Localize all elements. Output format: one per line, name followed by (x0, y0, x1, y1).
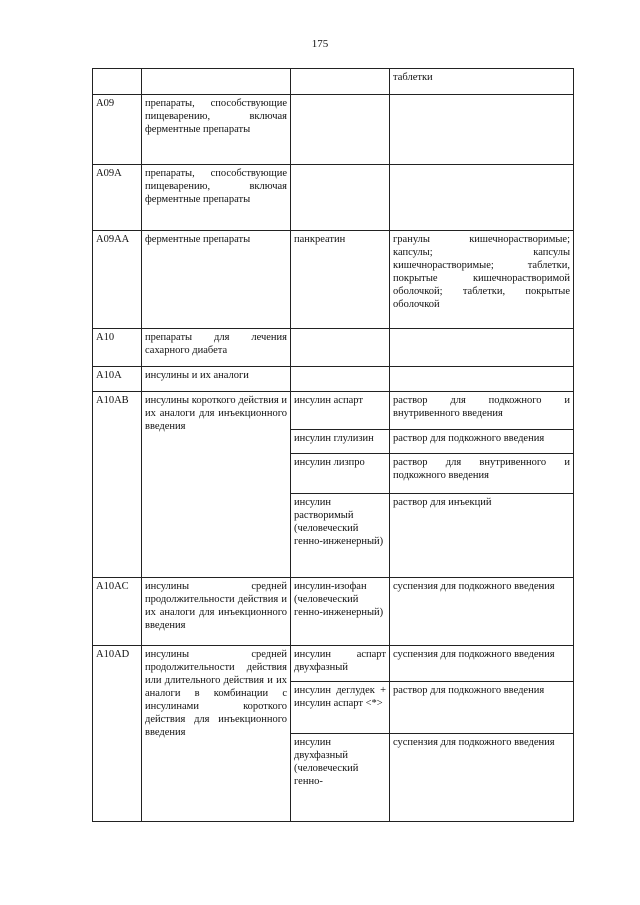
drug-name-cell: инсулин аспарт двухфазный (291, 646, 390, 682)
dosage-form-cell: суспензия для подкожного введения (390, 734, 574, 822)
dosage-form-cell: гранулы кишечнорастворимые; капсулы; капсулы кишечнорастворимые; таблетки, покрытые кишечнорастворимой оболочкой; таблетки, покрытые оболочкой (390, 231, 574, 329)
table-row (93, 95, 574, 165)
atc-code-cell: A10A (93, 367, 142, 392)
atc-code-cell: A09A (93, 165, 142, 231)
drug-classification-table (92, 68, 574, 822)
atc-code-cell (93, 69, 142, 95)
table-row (93, 165, 574, 231)
pharm-group-cell: инсулины средней продолжительности действия и их аналоги для инъекционного введения (142, 578, 291, 646)
pharm-group-cell: ферментные препараты (142, 231, 291, 329)
table-row (93, 69, 574, 95)
dosage-form-cell: таблетки (390, 69, 574, 95)
dosage-form-cell (390, 95, 574, 165)
table-row (93, 646, 574, 682)
dosage-form-cell: раствор для подкожного введения (390, 430, 574, 454)
pharm-group-cell: препараты, способствующие пищеварению, включая ферментные препараты (142, 95, 291, 165)
atc-code-cell: A10AD (93, 646, 142, 822)
atc-code-cell: A10 (93, 329, 142, 367)
dosage-form-cell: суспензия для подкожного введения (390, 578, 574, 646)
table-row (93, 329, 574, 367)
drug-name-cell: инсулин растворимый (человеческий генно-инженерный) (291, 494, 390, 578)
pharm-group-cell (142, 69, 291, 95)
drug-name-cell: инсулин двухфазный (человеческий генно- (291, 734, 390, 822)
pharm-group-cell: инсулины и их аналоги (142, 367, 291, 392)
pharm-group-cell: препараты для лечения сахарного диабета (142, 329, 291, 367)
dosage-form-cell (390, 165, 574, 231)
drug-name-cell (291, 367, 390, 392)
dosage-form-cell: раствор для внутривенного и подкожного введения (390, 454, 574, 494)
atc-code-cell: A10AB (93, 392, 142, 578)
table-row (93, 392, 574, 430)
drug-name-cell (291, 165, 390, 231)
dosage-form-cell: раствор для инъекций (390, 494, 574, 578)
dosage-form-cell: раствор для подкожного и внутривенного введения (390, 392, 574, 430)
dosage-form-cell (390, 329, 574, 367)
dosage-form-cell: суспензия для подкожного введения (390, 646, 574, 682)
pharm-group-cell: инсулины средней продолжительности действия или длительного действия и их аналоги в комбинации с инсулинами короткого действия для инъекционного введения (142, 646, 291, 822)
dosage-form-cell: раствор для подкожного введения (390, 682, 574, 734)
atc-code-cell: A09AA (93, 231, 142, 329)
pharm-group-cell: инсулины короткого действия и их аналоги для инъекционного введения (142, 392, 291, 578)
drug-name-cell: инсулин глулизин (291, 430, 390, 454)
table-row (93, 231, 574, 329)
drug-name-cell: инсулин-изофан (человеческий генно-инженерный) (291, 578, 390, 646)
page-number: 175 (311, 38, 329, 50)
atc-code-cell: A09 (93, 95, 142, 165)
table-row (93, 367, 574, 392)
drug-name-cell: панкреатин (291, 231, 390, 329)
drug-name-cell (291, 95, 390, 165)
dosage-form-cell (390, 367, 574, 392)
drug-name-cell: инсулин лизпро (291, 454, 390, 494)
drug-name-cell (291, 69, 390, 95)
drug-name-cell (291, 329, 390, 367)
drug-name-cell: инсулин деглудек + инсулин аспарт <*> (291, 682, 390, 734)
table-row (93, 578, 574, 646)
pharm-group-cell: препараты, способствующие пищеварению, включая ферментные препараты (142, 165, 291, 231)
drug-name-cell: инсулин аспарт (291, 392, 390, 430)
atc-code-cell: A10AC (93, 578, 142, 646)
